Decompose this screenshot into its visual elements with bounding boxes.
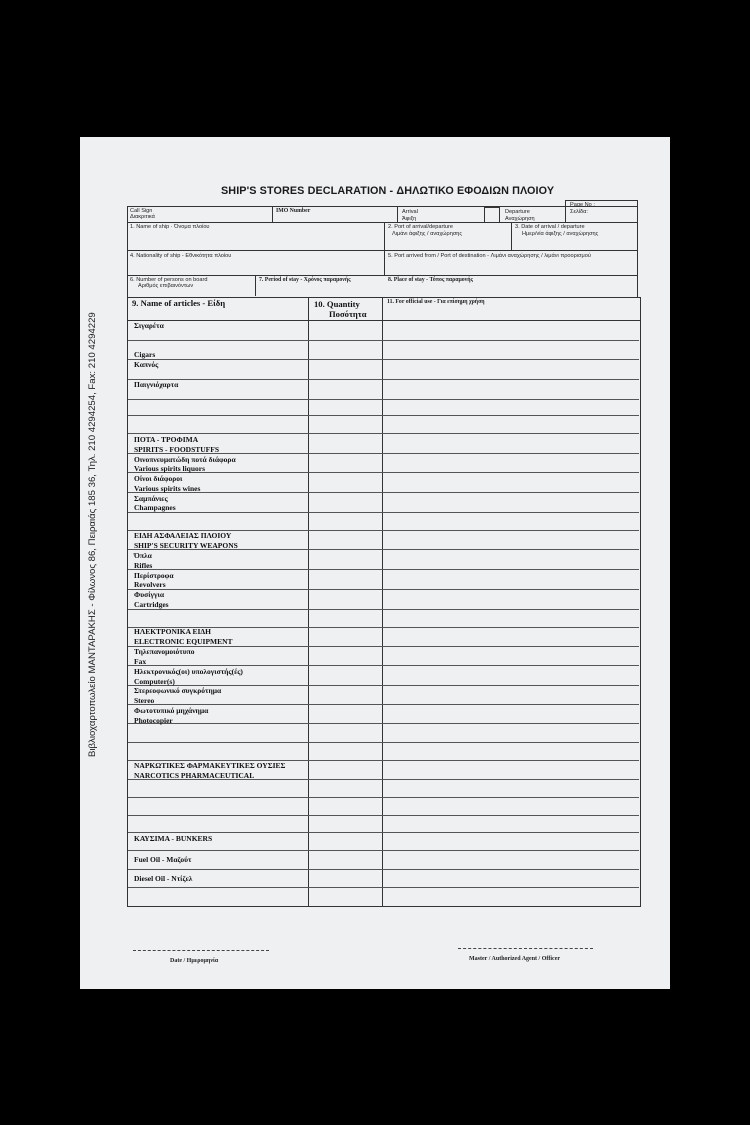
- divider: [384, 222, 385, 276]
- list-item: Computer(s): [134, 677, 175, 686]
- table-row-rule: [128, 850, 639, 851]
- list-item: ΕΙΔΗ ΑΣΦΑΛΕΙΑΣ ΠΛΟΙΟΥ: [134, 531, 232, 540]
- persons-label[interactable]: 6. Number of persons on board: [130, 277, 208, 283]
- page-no-label: Page No :: [570, 202, 595, 208]
- list-item: Rifles: [134, 561, 153, 570]
- date-signature-line[interactable]: [133, 950, 269, 951]
- table-row-rule: [128, 797, 639, 798]
- divider: [127, 222, 637, 223]
- list-item: Revolvers: [134, 580, 166, 589]
- list-item: Σαμπάνιες: [134, 494, 168, 503]
- port-arr-dep-label-gr: Λιμάνι άφιξης / αναχώρησης: [392, 231, 463, 237]
- table-row-rule: [128, 887, 639, 888]
- arrival-checkbox[interactable]: [484, 207, 500, 223]
- divider: [255, 275, 256, 296]
- list-item: ΝΑΡΚΩΤΙΚΕΣ ΦΑΡΜΑΚΕΥΤΙΚΕΣ ΟΥΣΙΕΣ: [134, 761, 286, 770]
- divider: [127, 250, 637, 251]
- list-item: Cartridges: [134, 600, 169, 609]
- table-row-rule: [128, 723, 639, 724]
- list-item: Σιγαρέτα: [134, 321, 164, 330]
- col-name-header: 9. Name of articles - Είδη: [132, 298, 226, 308]
- table-row-rule: [128, 589, 639, 590]
- table-row-rule: [128, 742, 639, 743]
- departure-label: Departure: [505, 209, 530, 215]
- arrival-label: Arrival: [402, 209, 418, 215]
- list-item: Καπνός: [134, 360, 159, 369]
- master-signature-line[interactable]: [458, 948, 593, 949]
- list-item: Παιγνιόχαρτα: [134, 380, 179, 389]
- list-item: Όπλα: [134, 551, 152, 560]
- list-item: Φωτοτυπικό μηχάνημα: [134, 706, 209, 715]
- header-block: [127, 206, 638, 298]
- table-row-rule: [128, 832, 639, 833]
- list-item: Περίστροφα: [134, 571, 174, 580]
- port-from-to-label[interactable]: 5. Port arrived from / Port of destination - Λιμάνι αναχώρησης / λιμάνι προορισμού: [388, 253, 591, 259]
- table-row-rule: [128, 340, 639, 341]
- table-row-rule: [128, 379, 639, 380]
- list-item: Ηλεκτρονικός(οι) υπολογιστής(ές): [134, 667, 243, 676]
- port-arr-dep-label[interactable]: 2. Port of arrival/departure: [388, 224, 453, 230]
- list-item: SPIRITS - FOODSTUFFS: [134, 445, 220, 454]
- table-row-rule: [128, 609, 639, 610]
- list-item: Champagnes: [134, 503, 176, 512]
- list-item: Fuel Oil - Μαζούτ: [134, 855, 192, 864]
- list-item: Φυσίγγια: [134, 590, 165, 599]
- divider: [397, 206, 398, 222]
- list-item: Cigars: [134, 350, 156, 359]
- list-item: ELECTRONIC EQUIPMENT: [134, 637, 233, 646]
- list-item: SHIP'S SECURITY WEAPONS: [134, 541, 238, 550]
- table-row-rule: [128, 399, 639, 400]
- list-item: ΚΑΥΣΙΜΑ - BUNKERS: [134, 834, 213, 843]
- divider: [511, 222, 512, 250]
- list-item: Various spirits liquors: [134, 464, 205, 473]
- master-signature-label: Master / Authorized Agent / Officer: [469, 956, 561, 962]
- table-row-rule: [128, 569, 639, 570]
- list-item: ΗΛΕΚΤΡΟΝΙΚΑ ΕΙΔΗ: [134, 627, 211, 636]
- call-sign-label-gr: Διακριτικά: [130, 214, 155, 220]
- arrival-label-gr: Άφιξη: [402, 216, 417, 222]
- list-item: Diesel Oil - Ντίζελ: [134, 874, 193, 883]
- date-arr-dep-label-gr: Ημερ/νία άφιξης / αναχώρησης: [522, 231, 599, 237]
- list-item: Στερεοφωνικό συγκρότημα: [134, 686, 222, 695]
- table-row-rule: [128, 512, 639, 513]
- divider: [272, 206, 273, 222]
- date-signature-label: Date / Ημερομηνία: [170, 958, 219, 964]
- table-row-rule: [128, 492, 639, 493]
- col-quantity-header: 10. Quantity: [314, 299, 360, 309]
- imo-label: IMO Number: [276, 208, 311, 214]
- list-item: NARCOTICS PHARMACEUTICAL: [134, 771, 255, 780]
- period-label[interactable]: 7. Period of stay - Χρόνος παραμονής: [259, 277, 351, 283]
- form-title: SHIP'S STORES DECLARATION - ΔΗΛΩΤΙΚΟ ΕΦΟΔΙΩΝ ΠΛΟΙΟΥ: [221, 185, 555, 197]
- table-row-rule: [128, 869, 639, 870]
- table-row-rule: [128, 665, 639, 666]
- list-item: ΠΟΤΑ - ΤΡΟΦΙΜΑ: [134, 435, 199, 444]
- departure-label-gr: Αναχώρηση: [505, 216, 535, 222]
- col-official-header: 11. For official use - Για επίσημη χρήση: [387, 299, 485, 305]
- date-arr-dep-label[interactable]: 3. Date of arrival / departure: [515, 224, 585, 230]
- table-row-rule: [128, 415, 639, 416]
- table-row-rule: [128, 815, 639, 816]
- list-item: Stereo: [134, 696, 155, 705]
- list-item: Τηλεπανομοιότυπο: [134, 647, 195, 656]
- page-no-label-gr: Σελίδα:: [570, 209, 588, 215]
- table-row-rule: [128, 359, 639, 360]
- col-quantity-header-gr: Ποσότητα: [329, 309, 367, 319]
- divider: [127, 320, 640, 321]
- list-item: Οινοπνευματώδη ποτά διάφορα: [134, 455, 236, 464]
- table-row-rule: [128, 433, 639, 434]
- table-row-rule: [128, 704, 639, 705]
- persons-label-gr: Αριθμός επιβαινόντων: [138, 283, 194, 289]
- list-item: Fax: [134, 657, 147, 666]
- divider: [127, 275, 637, 276]
- printer-imprint: Βιβλιοχαρτοπωλείο ΜΑΝΤΑΡΑΚΗΣ - Φίλωνος 86, Πειραιάς 185 36, Τηλ. 210 4294254, Fax: 210 4294229: [87, 312, 98, 757]
- ship-name-label[interactable]: 1. Name of ship · Όνομα πλοίου: [130, 224, 210, 230]
- call-sign-label: Call Sign: [130, 208, 153, 214]
- list-item: Various spirits wines: [134, 484, 201, 493]
- place-label[interactable]: 8. Place of stay - Τόπος παραμονής: [388, 277, 473, 283]
- nationality-label[interactable]: 4. Nationality of ship - Εθνικότητα πλοίου: [130, 253, 232, 259]
- list-item: Photocopier: [134, 716, 173, 725]
- list-item: Οίνοι διάφοροι: [134, 474, 183, 483]
